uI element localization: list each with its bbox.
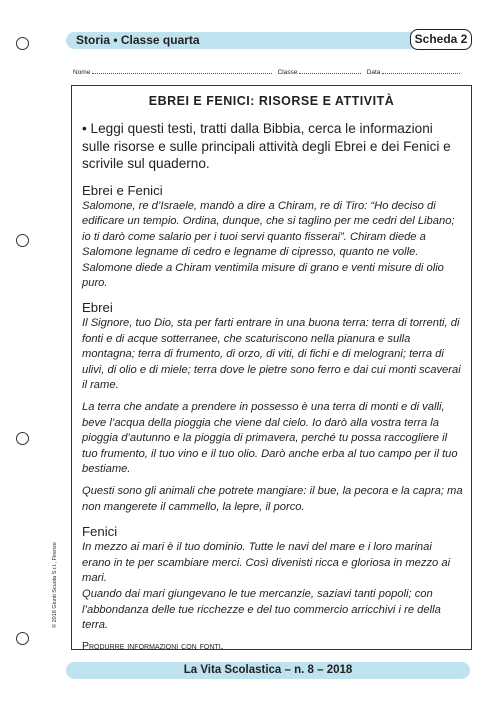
binder-hole-1: [16, 37, 29, 50]
date-label: Data: [366, 69, 381, 76]
footer-bar: La Vita Scolastica – n. 8 – 2018: [66, 662, 470, 679]
skill-footnote: Produrre informazioni con fonti.: [82, 639, 224, 652]
name-label: Nome: [73, 69, 91, 76]
section-heading-fenici: Fenici: [82, 524, 118, 540]
page-title: EBREI E FENICI: RISORSE E ATTIVITÀ: [148, 94, 395, 108]
student-info-row: [73, 67, 460, 76]
content-body: [82, 120, 463, 652]
instructions: • Leggi questi testi, tratti dalla Bibbia, cerca le informazioni sulle risorse e sulle principali attività degli Ebrei e dei Fenici e scrivile sul quaderno.: [82, 121, 451, 171]
header-bar: [66, 32, 470, 49]
content-box: [71, 85, 472, 650]
date-field[interactable]: [382, 67, 460, 74]
binder-hole-2: [16, 234, 29, 247]
paragraph: In mezzo ai mari è il tuo dominio. Tutte le navi del mare e i loro marinai erano in te per scambiare merci. Così divenisti ricca e gloriosa in mezzo ai mari.: [82, 541, 451, 585]
section-heading-ebrei-fenici: Ebrei e Fenici: [82, 182, 163, 198]
binder-hole-4: [16, 632, 29, 645]
sheet-badge: Scheda 2: [410, 29, 472, 50]
paragraph: Quando dai mari giungevano le tue mercanzie, saziavi tanti popoli; con l’abbondanza delle tue ricchezze e del tuo commercio arricchivi i re della terra.: [82, 587, 441, 632]
class-label: Classe: [277, 69, 298, 76]
section-heading-ebrei: Ebrei: [82, 300, 113, 316]
copyright-notice: © 2018 Giunti Scuola S.r.l., Firenze: [52, 542, 58, 628]
subject-label: Storia • Classe quarta: [76, 33, 200, 47]
paragraph: Il Signore, tuo Dio, sta per farti entrare in una buona terra: terra di torrenti, di fonti e di acque sotterranee, che scaturiscono nella pianura e sulla montagna; terra di frumento, di orzo, di viti, di fichi e di melograni; terra di ulivi, di olio e di miele; terra dove le pietre sono ferro e dai cui monti scaverai il rame.: [82, 317, 461, 392]
name-field[interactable]: [92, 67, 272, 74]
paragraph: La terra che andate a prendere in possesso è una terra di monti e di valli, beve l’acqua della pioggia che viene dal cielo. Io darò alla vostra terra la pioggia d’autunno e la pioggia di primavera, perché tu possa raccogliere il tuo frumento, il tuo vino e il tuo olio. Darò anche erba al tuo campo per il tuo bestiame.: [82, 401, 458, 476]
binder-hole-3: [16, 432, 29, 445]
paragraph: Questi sono gli animali che potrete mangiare: il bue, la pecora e la capra; ma non mangerete il cammello, la lepre, il porco.: [82, 485, 463, 513]
paragraph: Salomone, re d’Israele, mandò a dire a Chiram, re di Tiro: “Ho deciso di edificare un tempio. Ordina, dunque, che si taglino per me cedri del Libano; io ti darò come salario per i tuoi servi quanto fisserai”. Chiram diede a Salomone legname di cedro e legname di cipresso, quanto ne volle. Salomone diede a Chiram ventimila misure di grano e venti misure di olio puro.: [82, 199, 455, 290]
class-field[interactable]: [299, 67, 361, 74]
